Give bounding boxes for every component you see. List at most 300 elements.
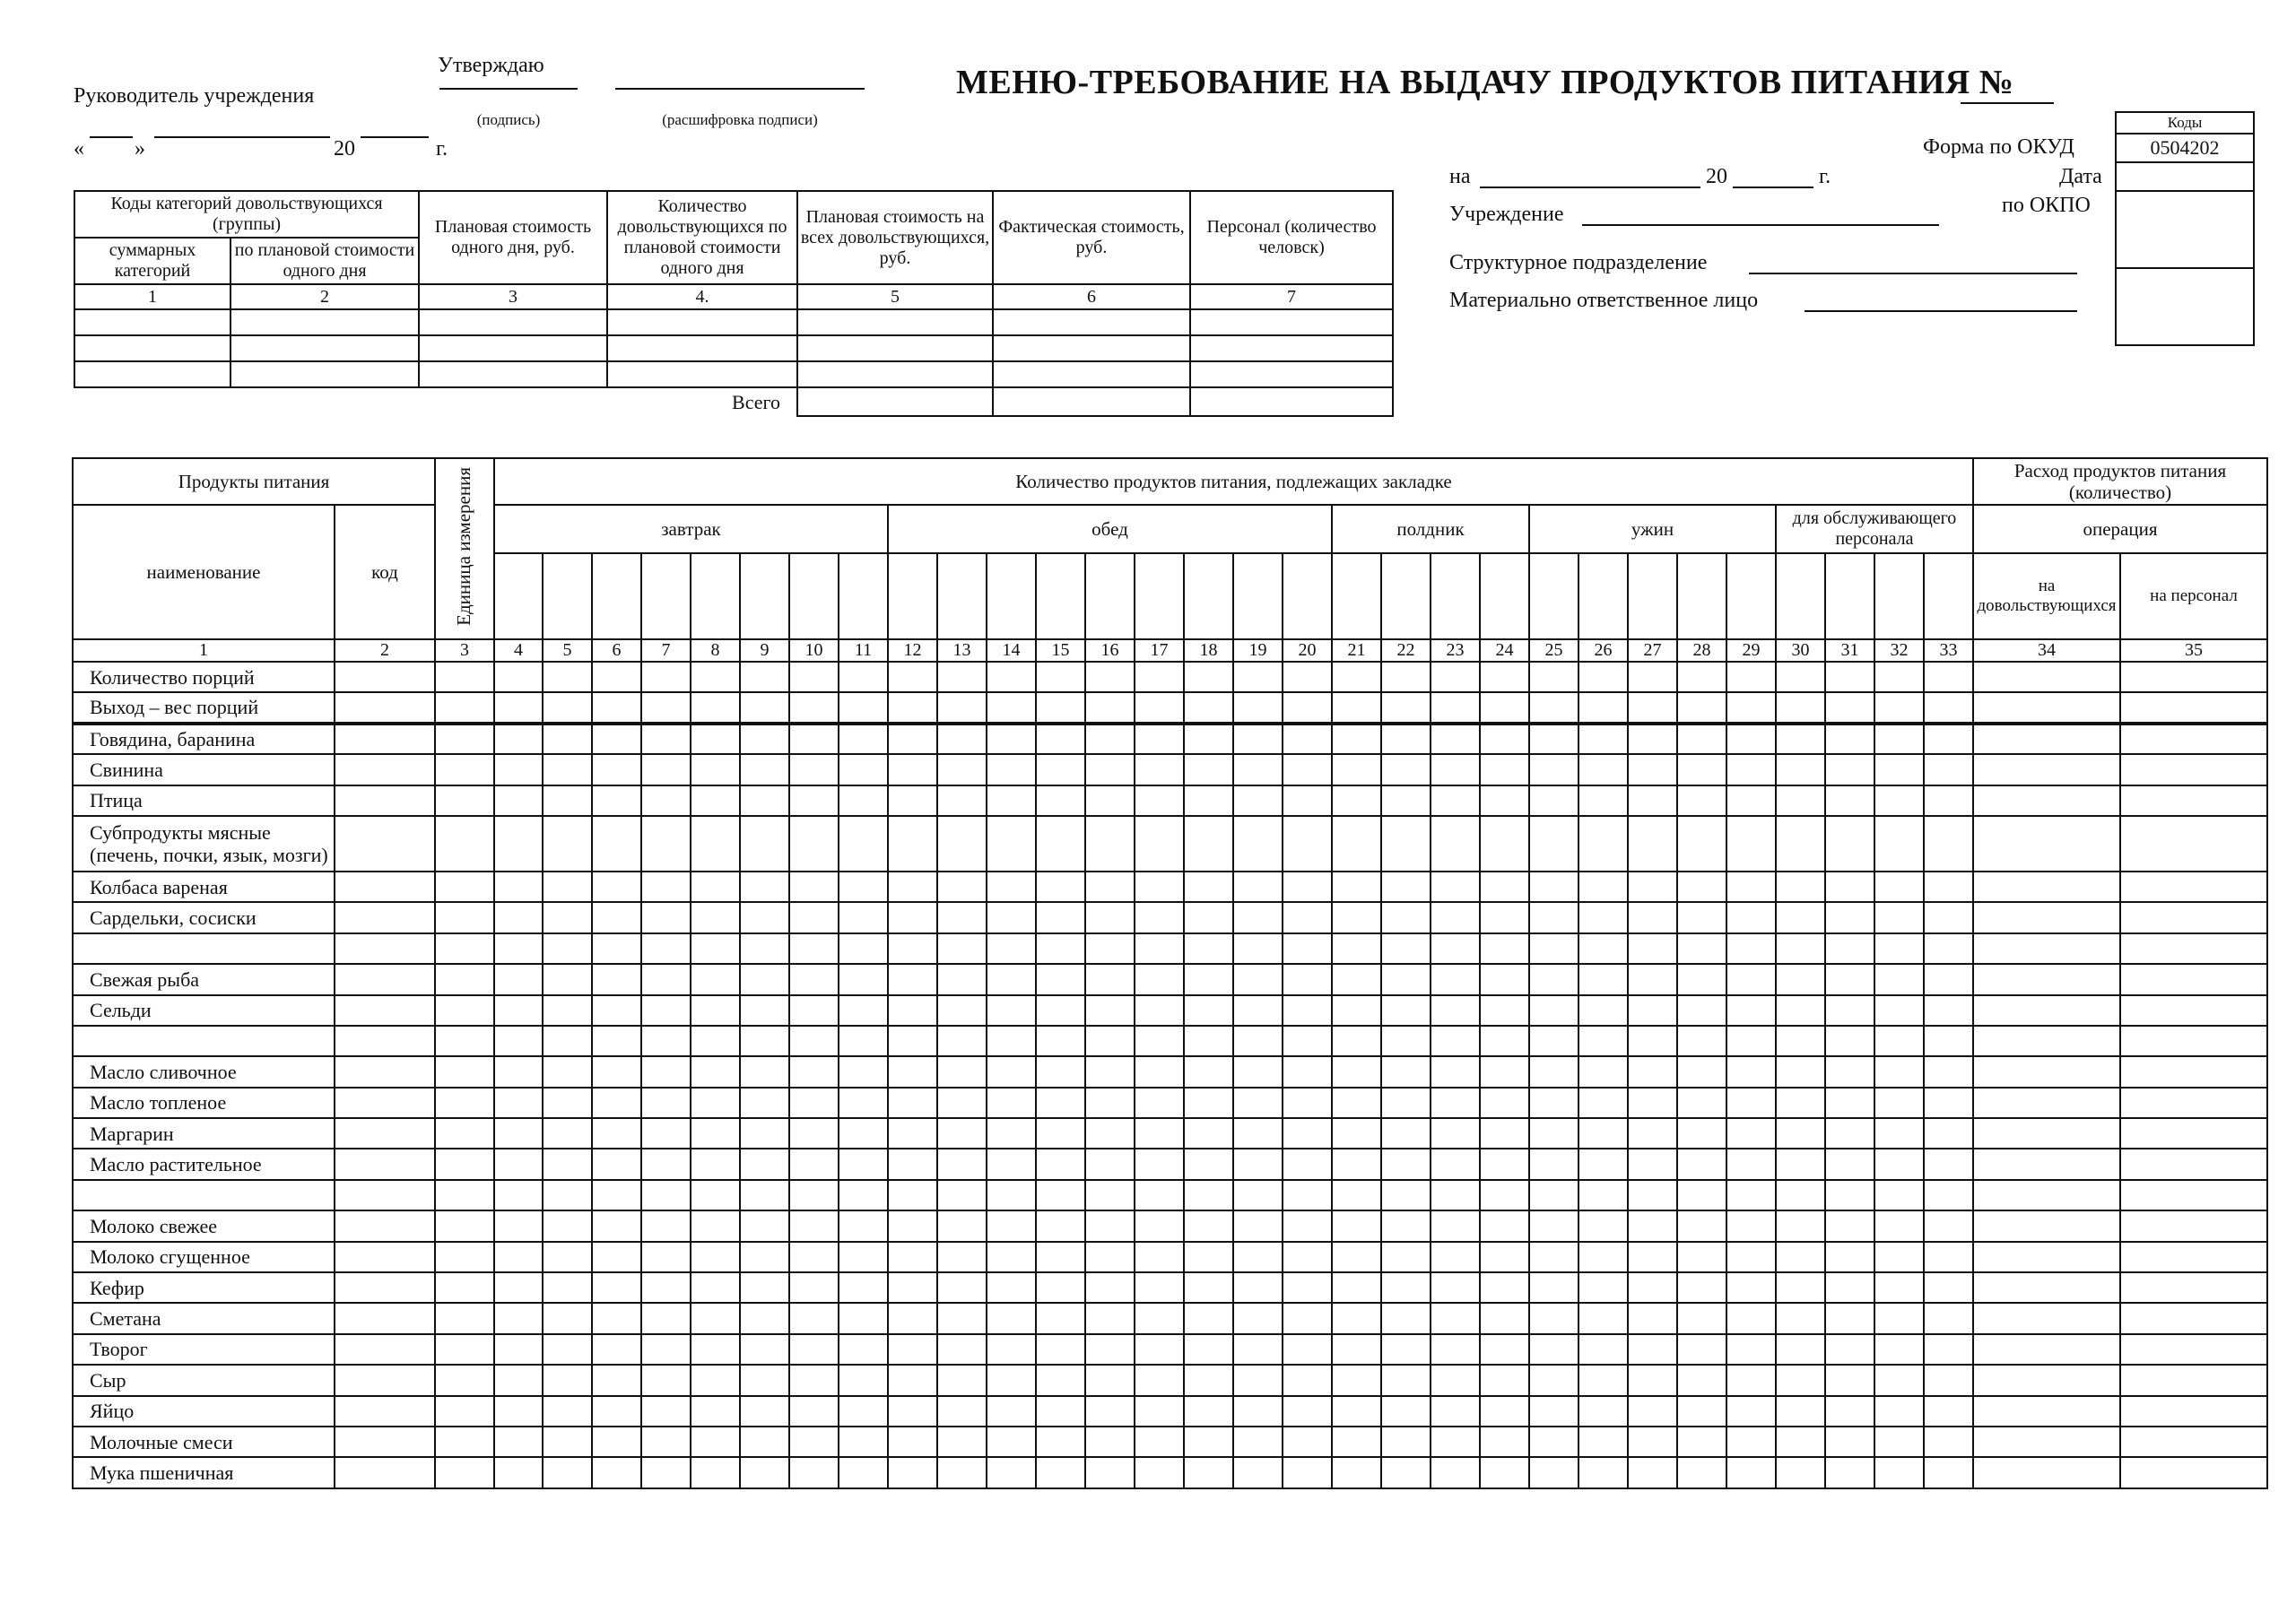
quantity-cell[interactable] [1924, 785, 1973, 816]
quantity-cell[interactable] [641, 692, 691, 723]
quantity-cell[interactable] [1529, 724, 1578, 754]
quantity-cell[interactable] [1677, 1180, 1726, 1210]
quantity-cell[interactable] [1874, 933, 1924, 964]
quantity-cell[interactable] [1677, 1396, 1726, 1427]
quantity-cell[interactable] [1381, 1365, 1431, 1395]
quantity-cell[interactable] [1874, 1272, 1924, 1303]
quantity-cell[interactable] [987, 754, 1036, 785]
quantity-cell[interactable] [1283, 1056, 1332, 1087]
quantity-cell[interactable] [740, 1118, 789, 1149]
quantity-cell[interactable] [1283, 692, 1332, 723]
quantity-cell[interactable] [1381, 1272, 1431, 1303]
quantity-cell[interactable] [1480, 1180, 1529, 1210]
quantity-cell[interactable] [1973, 1365, 2120, 1395]
quantity-subcol-header[interactable] [1283, 553, 1332, 639]
quantity-cell[interactable] [592, 754, 641, 785]
quantity-cell[interactable] [1233, 1210, 1283, 1241]
quantity-cell[interactable] [987, 1427, 1036, 1457]
quantity-cell[interactable] [937, 902, 987, 932]
quantity-cell[interactable] [1283, 1149, 1332, 1179]
product-code-cell[interactable] [335, 1242, 435, 1272]
total-cell[interactable] [797, 387, 993, 416]
quantity-cell[interactable] [888, 1210, 937, 1241]
quantity-cell[interactable] [839, 964, 888, 994]
quantity-cell[interactable] [1233, 1180, 1283, 1210]
quantity-cell[interactable] [641, 724, 691, 754]
quantity-cell[interactable] [2120, 1026, 2267, 1056]
quantity-subcol-header[interactable] [1085, 553, 1135, 639]
quantity-cell[interactable] [1381, 662, 1431, 692]
quantity-cell[interactable] [1874, 1118, 1924, 1149]
quantity-cell[interactable] [1431, 1396, 1480, 1427]
quantity-cell[interactable] [691, 1365, 740, 1395]
quantity-cell[interactable] [1677, 872, 1726, 902]
quantity-cell[interactable] [494, 995, 543, 1026]
quantity-cell[interactable] [1233, 1396, 1283, 1427]
quantity-cell[interactable] [1135, 1118, 1184, 1149]
quantity-cell[interactable] [1776, 1303, 1825, 1333]
quantity-cell[interactable] [1036, 1334, 1085, 1365]
quantity-cell[interactable] [789, 995, 839, 1026]
quantity-cell[interactable] [1874, 692, 1924, 723]
quantity-cell[interactable] [888, 692, 937, 723]
quantity-cell[interactable] [1825, 1056, 1874, 1087]
quantity-cell[interactable] [839, 902, 888, 932]
quantity-cell[interactable] [740, 1303, 789, 1333]
quantity-cell[interactable] [1924, 1149, 1973, 1179]
quantity-cell[interactable] [1726, 1334, 1776, 1365]
table-cell[interactable] [607, 361, 797, 387]
product-code-cell[interactable] [335, 662, 435, 692]
quantity-cell[interactable] [839, 1180, 888, 1210]
quantity-cell[interactable] [641, 662, 691, 692]
quantity-cell[interactable] [1135, 1056, 1184, 1087]
quantity-cell[interactable] [1135, 1365, 1184, 1395]
table-cell[interactable] [797, 309, 993, 335]
quantity-cell[interactable] [937, 1334, 987, 1365]
quantity-cell[interactable] [1628, 933, 1677, 964]
quantity-cell[interactable] [987, 1180, 1036, 1210]
quantity-cell[interactable] [641, 1334, 691, 1365]
quantity-cell[interactable] [592, 1334, 641, 1365]
quantity-cell[interactable] [1431, 816, 1480, 872]
quantity-cell[interactable] [1480, 1026, 1529, 1056]
quantity-subcol-header[interactable] [1233, 553, 1283, 639]
quantity-cell[interactable] [1332, 1396, 1381, 1427]
quantity-cell[interactable] [1184, 785, 1233, 816]
quantity-cell[interactable] [2120, 933, 2267, 964]
quantity-cell[interactable] [1924, 1056, 1973, 1087]
quantity-cell[interactable] [691, 662, 740, 692]
quantity-cell[interactable] [494, 785, 543, 816]
quantity-cell[interactable] [1825, 785, 1874, 816]
unit-cell[interactable] [435, 872, 494, 902]
quantity-cell[interactable] [839, 1056, 888, 1087]
quantity-cell[interactable] [1085, 692, 1135, 723]
quantity-cell[interactable] [2120, 964, 2267, 994]
quantity-cell[interactable] [789, 902, 839, 932]
quantity-cell[interactable] [1628, 785, 1677, 816]
quantity-cell[interactable] [888, 1180, 937, 1210]
quantity-cell[interactable] [691, 1334, 740, 1365]
quantity-cell[interactable] [937, 1242, 987, 1272]
quantity-cell[interactable] [1381, 724, 1431, 754]
quantity-cell[interactable] [1135, 964, 1184, 994]
quantity-cell[interactable] [494, 902, 543, 932]
quantity-cell[interactable] [1332, 872, 1381, 902]
quantity-cell[interactable] [543, 1334, 592, 1365]
quantity-cell[interactable] [888, 1303, 937, 1333]
quantity-cell[interactable] [1283, 1427, 1332, 1457]
quantity-cell[interactable] [543, 785, 592, 816]
quantity-cell[interactable] [740, 1334, 789, 1365]
quantity-cell[interactable] [1677, 1210, 1726, 1241]
quantity-cell[interactable] [1135, 724, 1184, 754]
total-cell[interactable] [1190, 387, 1393, 416]
quantity-cell[interactable] [691, 692, 740, 723]
quantity-cell[interactable] [888, 1056, 937, 1087]
quantity-cell[interactable] [1233, 724, 1283, 754]
quantity-cell[interactable] [1726, 1365, 1776, 1395]
quantity-cell[interactable] [1776, 724, 1825, 754]
quantity-subcol-header[interactable] [1776, 553, 1825, 639]
quantity-cell[interactable] [1825, 872, 1874, 902]
quantity-cell[interactable] [1283, 902, 1332, 932]
quantity-cell[interactable] [839, 1396, 888, 1427]
quantity-cell[interactable] [1381, 1303, 1431, 1333]
quantity-cell[interactable] [592, 1180, 641, 1210]
quantity-cell[interactable] [789, 1056, 839, 1087]
quantity-cell[interactable] [1973, 785, 2120, 816]
quantity-cell[interactable] [1628, 902, 1677, 932]
quantity-cell[interactable] [1529, 1118, 1578, 1149]
quantity-cell[interactable] [543, 964, 592, 994]
quantity-cell[interactable] [1529, 1334, 1578, 1365]
quantity-cell[interactable] [1135, 816, 1184, 872]
product-code-cell[interactable] [335, 1056, 435, 1087]
quantity-cell[interactable] [1874, 902, 1924, 932]
quantity-cell[interactable] [1085, 964, 1135, 994]
quantity-cell[interactable] [1578, 902, 1628, 932]
quantity-subcol-header[interactable] [789, 553, 839, 639]
quantity-cell[interactable] [1135, 902, 1184, 932]
quantity-cell[interactable] [1431, 1088, 1480, 1118]
quantity-cell[interactable] [789, 1334, 839, 1365]
quantity-cell[interactable] [1381, 1457, 1431, 1488]
product-code-cell[interactable] [335, 816, 435, 872]
quantity-cell[interactable] [543, 662, 592, 692]
quantity-cell[interactable] [1184, 724, 1233, 754]
quantity-cell[interactable] [1431, 785, 1480, 816]
quantity-cell[interactable] [1628, 1272, 1677, 1303]
quantity-cell[interactable] [1677, 1457, 1726, 1488]
quantity-cell[interactable] [494, 1210, 543, 1241]
quantity-cell[interactable] [1233, 964, 1283, 994]
quantity-cell[interactable] [592, 933, 641, 964]
quantity-cell[interactable] [1529, 816, 1578, 872]
quantity-cell[interactable] [1332, 785, 1381, 816]
quantity-cell[interactable] [987, 785, 1036, 816]
quantity-cell[interactable] [691, 933, 740, 964]
quantity-cell[interactable] [1529, 785, 1578, 816]
product-code-cell[interactable] [335, 1118, 435, 1149]
quantity-cell[interactable] [839, 662, 888, 692]
quantity-cell[interactable] [1628, 662, 1677, 692]
quantity-cell[interactable] [691, 1457, 740, 1488]
quantity-cell[interactable] [1381, 1088, 1431, 1118]
quantity-cell[interactable] [1233, 662, 1283, 692]
quantity-cell[interactable] [1283, 1210, 1332, 1241]
quantity-subcol-header[interactable] [839, 553, 888, 639]
quantity-cell[interactable] [1529, 1149, 1578, 1179]
quantity-cell[interactable] [1431, 1056, 1480, 1087]
quantity-cell[interactable] [839, 1210, 888, 1241]
quantity-cell[interactable] [1578, 995, 1628, 1026]
quantity-cell[interactable] [987, 933, 1036, 964]
quantity-cell[interactable] [1381, 1180, 1431, 1210]
extra-code-cell[interactable] [2116, 268, 2254, 345]
quantity-cell[interactable] [1973, 1272, 2120, 1303]
quantity-cell[interactable] [740, 872, 789, 902]
quantity-cell[interactable] [543, 1427, 592, 1457]
quantity-cell[interactable] [740, 785, 789, 816]
quantity-cell[interactable] [1628, 1026, 1677, 1056]
quantity-cell[interactable] [888, 933, 937, 964]
quantity-cell[interactable] [1332, 1149, 1381, 1179]
quantity-cell[interactable] [1431, 933, 1480, 964]
quantity-cell[interactable] [1924, 1303, 1973, 1333]
quantity-cell[interactable] [641, 816, 691, 872]
quantity-cell[interactable] [1283, 1334, 1332, 1365]
quantity-cell[interactable] [1874, 1088, 1924, 1118]
quantity-cell[interactable] [1578, 1334, 1628, 1365]
quantity-cell[interactable] [1332, 995, 1381, 1026]
quantity-cell[interactable] [1233, 1272, 1283, 1303]
quantity-cell[interactable] [740, 1272, 789, 1303]
quantity-cell[interactable] [740, 1088, 789, 1118]
quantity-cell[interactable] [1529, 1056, 1578, 1087]
quantity-cell[interactable] [1085, 1334, 1135, 1365]
quantity-cell[interactable] [691, 1427, 740, 1457]
date-year-line[interactable] [361, 136, 429, 138]
quantity-cell[interactable] [937, 872, 987, 902]
quantity-cell[interactable] [1776, 1334, 1825, 1365]
product-code-cell[interactable] [335, 754, 435, 785]
quantity-cell[interactable] [2120, 754, 2267, 785]
quantity-cell[interactable] [1628, 1457, 1677, 1488]
quantity-cell[interactable] [1085, 1272, 1135, 1303]
quantity-cell[interactable] [1233, 1427, 1283, 1457]
quantity-cell[interactable] [1529, 1303, 1578, 1333]
quantity-cell[interactable] [1776, 1088, 1825, 1118]
quantity-cell[interactable] [1874, 785, 1924, 816]
quantity-cell[interactable] [937, 724, 987, 754]
quantity-cell[interactable] [1529, 1457, 1578, 1488]
product-code-cell[interactable] [335, 724, 435, 754]
table-cell[interactable] [993, 361, 1190, 387]
quantity-cell[interactable] [1825, 754, 1874, 785]
quantity-cell[interactable] [1332, 1118, 1381, 1149]
quantity-cell[interactable] [1233, 1026, 1283, 1056]
product-code-cell[interactable] [335, 1303, 435, 1333]
quantity-cell[interactable] [1924, 692, 1973, 723]
quantity-cell[interactable] [1973, 1118, 2120, 1149]
quantity-cell[interactable] [1480, 1365, 1529, 1395]
quantity-cell[interactable] [1036, 1210, 1085, 1241]
product-code-cell[interactable] [335, 1457, 435, 1488]
quantity-cell[interactable] [987, 1272, 1036, 1303]
quantity-cell[interactable] [1628, 816, 1677, 872]
quantity-subcol-header[interactable] [987, 553, 1036, 639]
quantity-cell[interactable] [641, 964, 691, 994]
quantity-cell[interactable] [1332, 1334, 1381, 1365]
quantity-cell[interactable] [1283, 1026, 1332, 1056]
quantity-cell[interactable] [888, 1427, 937, 1457]
quantity-cell[interactable] [1776, 995, 1825, 1026]
quantity-cell[interactable] [1677, 1303, 1726, 1333]
quantity-cell[interactable] [1480, 1272, 1529, 1303]
quantity-cell[interactable] [1283, 724, 1332, 754]
quantity-cell[interactable] [1726, 1272, 1776, 1303]
quantity-cell[interactable] [1776, 754, 1825, 785]
quantity-cell[interactable] [1480, 1396, 1529, 1427]
quantity-cell[interactable] [1924, 1118, 1973, 1149]
quantity-cell[interactable] [987, 1334, 1036, 1365]
quantity-cell[interactable] [789, 662, 839, 692]
quantity-cell[interactable] [888, 1365, 937, 1395]
quantity-cell[interactable] [1973, 1396, 2120, 1427]
quantity-cell[interactable] [1973, 1026, 2120, 1056]
quantity-cell[interactable] [1677, 724, 1726, 754]
quantity-cell[interactable] [937, 1272, 987, 1303]
table-cell[interactable] [419, 361, 607, 387]
quantity-cell[interactable] [888, 754, 937, 785]
quantity-cell[interactable] [592, 964, 641, 994]
quantity-cell[interactable] [1776, 1180, 1825, 1210]
quantity-cell[interactable] [1677, 902, 1726, 932]
quantity-cell[interactable] [1677, 785, 1726, 816]
quantity-cell[interactable] [1036, 1272, 1085, 1303]
quantity-cell[interactable] [1825, 1180, 1874, 1210]
quantity-cell[interactable] [1726, 785, 1776, 816]
quantity-cell[interactable] [1973, 816, 2120, 872]
unit-cell[interactable] [435, 1088, 494, 1118]
quantity-cell[interactable] [1135, 1303, 1184, 1333]
quantity-cell[interactable] [1726, 1457, 1776, 1488]
quantity-cell[interactable] [494, 1180, 543, 1210]
quantity-cell[interactable] [641, 1210, 691, 1241]
quantity-cell[interactable] [839, 1088, 888, 1118]
quantity-cell[interactable] [1726, 1427, 1776, 1457]
quantity-cell[interactable] [1973, 1180, 2120, 1210]
quantity-cell[interactable] [987, 1396, 1036, 1427]
quantity-cell[interactable] [1776, 1272, 1825, 1303]
quantity-cell[interactable] [888, 1242, 937, 1272]
quantity-subcol-header[interactable] [1381, 553, 1431, 639]
quantity-cell[interactable] [1726, 995, 1776, 1026]
quantity-cell[interactable] [543, 692, 592, 723]
quantity-cell[interactable] [641, 1056, 691, 1087]
quantity-cell[interactable] [1480, 662, 1529, 692]
quantity-cell[interactable] [1924, 995, 1973, 1026]
quantity-cell[interactable] [1233, 1149, 1283, 1179]
quantity-cell[interactable] [1085, 933, 1135, 964]
quantity-subcol-header[interactable] [1480, 553, 1529, 639]
quantity-cell[interactable] [2120, 1180, 2267, 1210]
quantity-cell[interactable] [1233, 902, 1283, 932]
quantity-cell[interactable] [494, 1396, 543, 1427]
quantity-cell[interactable] [641, 933, 691, 964]
quantity-cell[interactable] [937, 1088, 987, 1118]
quantity-cell[interactable] [1776, 662, 1825, 692]
quantity-cell[interactable] [1233, 1118, 1283, 1149]
quantity-cell[interactable] [1776, 1396, 1825, 1427]
quantity-cell[interactable] [740, 662, 789, 692]
quantity-cell[interactable] [839, 872, 888, 902]
quantity-cell[interactable] [839, 1427, 888, 1457]
quantity-cell[interactable] [1332, 1457, 1381, 1488]
quantity-cell[interactable] [1480, 1303, 1529, 1333]
quantity-cell[interactable] [1135, 1026, 1184, 1056]
quantity-cell[interactable] [1628, 1365, 1677, 1395]
quantity-cell[interactable] [1283, 933, 1332, 964]
quantity-cell[interactable] [789, 1396, 839, 1427]
quantity-cell[interactable] [888, 662, 937, 692]
quantity-cell[interactable] [1726, 964, 1776, 994]
quantity-cell[interactable] [1135, 1210, 1184, 1241]
quantity-cell[interactable] [691, 816, 740, 872]
quantity-cell[interactable] [1480, 1056, 1529, 1087]
quantity-cell[interactable] [1184, 933, 1233, 964]
quantity-cell[interactable] [1578, 662, 1628, 692]
quantity-subcol-header[interactable] [1332, 553, 1381, 639]
quantity-cell[interactable] [1381, 902, 1431, 932]
quantity-cell[interactable] [641, 872, 691, 902]
quantity-cell[interactable] [1677, 692, 1726, 723]
quantity-cell[interactable] [740, 902, 789, 932]
quantity-cell[interactable] [1578, 1118, 1628, 1149]
quantity-cell[interactable] [1085, 1242, 1135, 1272]
quantity-cell[interactable] [740, 1149, 789, 1179]
quantity-cell[interactable] [839, 754, 888, 785]
quantity-cell[interactable] [740, 816, 789, 872]
quantity-cell[interactable] [1184, 1088, 1233, 1118]
quantity-cell[interactable] [1431, 662, 1480, 692]
quantity-cell[interactable] [1874, 1242, 1924, 1272]
quantity-cell[interactable] [691, 724, 740, 754]
quantity-cell[interactable] [1578, 1088, 1628, 1118]
quantity-cell[interactable] [2120, 692, 2267, 723]
quantity-cell[interactable] [1135, 1149, 1184, 1179]
quantity-cell[interactable] [937, 662, 987, 692]
quantity-cell[interactable] [1726, 1303, 1776, 1333]
quantity-cell[interactable] [1036, 785, 1085, 816]
quantity-cell[interactable] [1825, 1088, 1874, 1118]
quantity-cell[interactable] [1874, 816, 1924, 872]
product-code-cell[interactable] [335, 964, 435, 994]
quantity-cell[interactable] [1578, 1396, 1628, 1427]
quantity-cell[interactable] [1135, 933, 1184, 964]
quantity-cell[interactable] [1233, 1088, 1283, 1118]
quantity-cell[interactable] [987, 1457, 1036, 1488]
unit-cell[interactable] [435, 902, 494, 932]
quantity-cell[interactable] [1381, 1149, 1431, 1179]
quantity-cell[interactable] [592, 1242, 641, 1272]
quantity-cell[interactable] [839, 1026, 888, 1056]
quantity-cell[interactable] [1726, 1056, 1776, 1087]
quantity-cell[interactable] [740, 1180, 789, 1210]
quantity-cell[interactable] [494, 1272, 543, 1303]
